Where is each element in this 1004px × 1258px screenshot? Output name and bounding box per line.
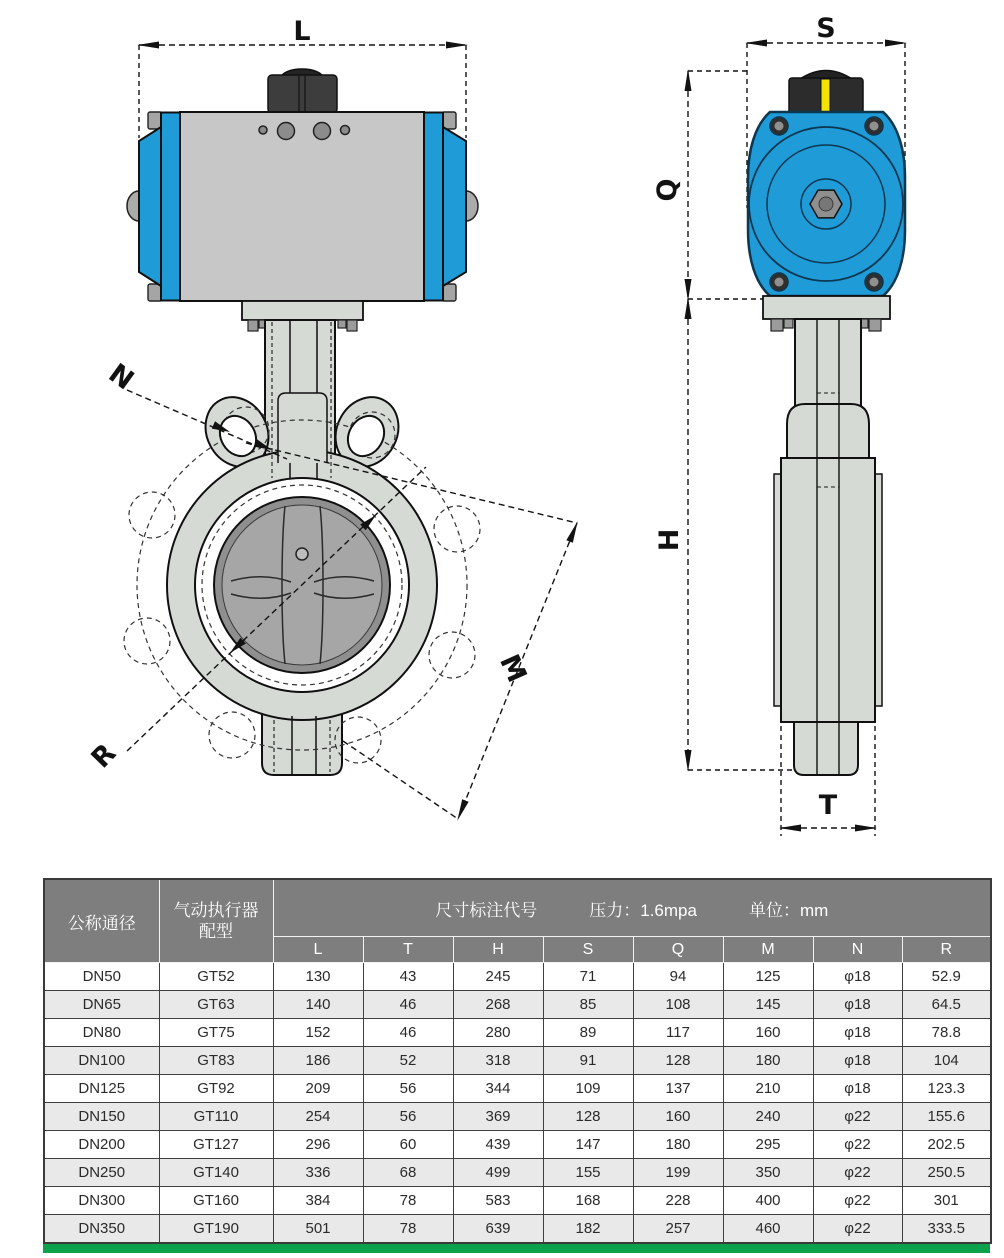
- col-header-actuator-model: [159, 879, 273, 963]
- position-indicator-stripe: [821, 79, 830, 113]
- dim-value-cell: 89: [543, 1019, 633, 1047]
- dim-value-cell: 400: [723, 1187, 813, 1215]
- dim-value-cell: 639: [453, 1215, 543, 1244]
- dim-value-cell: φ22: [813, 1131, 902, 1159]
- dim-value-cell: 109: [543, 1075, 633, 1103]
- actuator-model-cell: GT52: [159, 963, 273, 991]
- table-row: [44, 1187, 991, 1215]
- dim-value-cell: 46: [363, 1019, 453, 1047]
- dim-col-header-M: M: [723, 937, 813, 963]
- dim-value-cell: 180: [723, 1047, 813, 1075]
- dim-value-cell: 128: [633, 1047, 723, 1075]
- dim-value-cell: 94: [633, 963, 723, 991]
- table-row: [44, 1131, 991, 1159]
- dim-value-cell: 68: [363, 1159, 453, 1187]
- table-row: [44, 991, 991, 1019]
- dim-value-cell: 210: [723, 1075, 813, 1103]
- dim-value-cell: 209: [273, 1075, 363, 1103]
- dim-value-cell: 240: [723, 1103, 813, 1131]
- dim-value-cell: 130: [273, 963, 363, 991]
- dim-value-cell: 78: [363, 1187, 453, 1215]
- dim-col-header-R: R: [902, 937, 991, 963]
- dim-value-cell: 52: [363, 1047, 453, 1075]
- actuator-model-cell: GT83: [159, 1047, 273, 1075]
- dim-value-cell: 257: [633, 1215, 723, 1244]
- dim-value-cell: 301: [902, 1187, 991, 1215]
- dim-value-cell: φ18: [813, 963, 902, 991]
- dim-value-cell: 56: [363, 1075, 453, 1103]
- dim-value-cell: 583: [453, 1187, 543, 1215]
- side-view: [652, 13, 905, 836]
- spec-table-section: [43, 878, 990, 1253]
- dim-value-cell: φ22: [813, 1187, 902, 1215]
- dim-label-S: S: [816, 13, 836, 44]
- dim-value-cell: 108: [633, 991, 723, 1019]
- dim-value-cell: 499: [453, 1159, 543, 1187]
- dim-value-cell: 78: [363, 1215, 453, 1244]
- dim-value-cell: 280: [453, 1019, 543, 1047]
- table-header-row-1: [44, 879, 991, 937]
- dim-value-cell: 384: [273, 1187, 363, 1215]
- dim-value-cell: 333.5: [902, 1215, 991, 1244]
- dim-value-cell: 64.5: [902, 991, 991, 1019]
- dim-label-T: T: [818, 790, 838, 821]
- dim-value-cell: 250.5: [902, 1159, 991, 1187]
- actuator-model-cell: GT140: [159, 1159, 273, 1187]
- dim-label-H: H: [654, 528, 685, 552]
- actuator-model-cell: GT160: [159, 1187, 273, 1215]
- dim-value-cell: 160: [723, 1019, 813, 1047]
- dn-cell: DN50: [44, 963, 159, 991]
- dim-value-cell: 336: [273, 1159, 363, 1187]
- dim-value-cell: 117: [633, 1019, 723, 1047]
- actuator-header-line2: 配型: [199, 922, 233, 941]
- dim-code-label: 尺寸标注代号: [435, 900, 538, 920]
- dim-value-cell: φ18: [813, 1075, 902, 1103]
- dim-value-cell: 501: [273, 1215, 363, 1244]
- dim-value-cell: 160: [633, 1103, 723, 1131]
- dimension-N: [103, 358, 287, 459]
- top-knob-side: [789, 71, 863, 115]
- actuator-end-cap-left: [139, 113, 180, 301]
- stem: [795, 319, 861, 407]
- dim-value-cell: 52.9: [902, 963, 991, 991]
- dim-col-header-T: T: [363, 937, 453, 963]
- dim-value-cell: 460: [723, 1215, 813, 1244]
- dim-value-cell: 71: [543, 963, 633, 991]
- dn-cell: DN300: [44, 1187, 159, 1215]
- dim-label-L: L: [293, 16, 311, 47]
- dn-cell: DN65: [44, 991, 159, 1019]
- table-row: [44, 963, 991, 991]
- dim-value-cell: 125: [723, 963, 813, 991]
- table-row: [44, 1075, 991, 1103]
- body-face-to-face: [781, 458, 875, 722]
- dn-cell: DN80: [44, 1019, 159, 1047]
- dim-value-cell: 439: [453, 1131, 543, 1159]
- dn-cell: DN100: [44, 1047, 159, 1075]
- valve-body-side: [763, 296, 890, 775]
- dim-value-cell: 78.8: [902, 1019, 991, 1047]
- dn-cell: DN150: [44, 1103, 159, 1131]
- actuator-model-cell: GT92: [159, 1075, 273, 1103]
- dim-value-cell: 155: [543, 1159, 633, 1187]
- actuator-model-cell: GT190: [159, 1215, 273, 1244]
- dim-label-M: M: [493, 649, 533, 688]
- col-header-nominal-diameter: 公称通径: [44, 879, 159, 963]
- dim-value-cell: φ22: [813, 1159, 902, 1187]
- mounting-bracket-side: [763, 296, 890, 319]
- dn-cell: DN200: [44, 1131, 159, 1159]
- actuator-end-cap-right: [424, 113, 466, 301]
- unit-label: 单位：mm: [748, 900, 829, 920]
- dim-value-cell: 268: [453, 991, 543, 1019]
- dim-value-cell: 369: [453, 1103, 543, 1131]
- dim-value-cell: φ18: [813, 1047, 902, 1075]
- dim-value-cell: 60: [363, 1131, 453, 1159]
- dim-col-header-H: H: [453, 937, 543, 963]
- dn-cell: DN125: [44, 1075, 159, 1103]
- dim-value-cell: 137: [633, 1075, 723, 1103]
- dim-value-cell: φ18: [813, 991, 902, 1019]
- dim-value-cell: 295: [723, 1131, 813, 1159]
- dim-value-cell: 168: [543, 1187, 633, 1215]
- dim-label-N: N: [102, 357, 140, 397]
- actuator-model-cell: GT75: [159, 1019, 273, 1047]
- dn-cell: DN350: [44, 1215, 159, 1244]
- dim-value-cell: 123.3: [902, 1075, 991, 1103]
- pneumatic-actuator-side: [748, 112, 905, 296]
- col-header-merged: [273, 879, 991, 937]
- actuator-model-cell: GT63: [159, 991, 273, 1019]
- dim-value-cell: 46: [363, 991, 453, 1019]
- dim-value-cell: 145: [723, 991, 813, 1019]
- dim-value-cell: 245: [453, 963, 543, 991]
- dim-value-cell: 43: [363, 963, 453, 991]
- dim-label-Q: Q: [652, 178, 683, 202]
- dim-col-header-N: N: [813, 937, 902, 963]
- dim-value-cell: 318: [453, 1047, 543, 1075]
- table-row: [44, 1047, 991, 1075]
- spec-table: [43, 878, 992, 1244]
- table-row: [44, 1159, 991, 1187]
- dim-value-cell: 140: [273, 991, 363, 1019]
- table-row: [44, 1103, 991, 1131]
- actuator-body: [180, 112, 424, 301]
- bottom-boss-side: [794, 722, 858, 775]
- dim-value-cell: 147: [543, 1131, 633, 1159]
- dim-value-cell: 182: [543, 1215, 633, 1244]
- front-view: [86, 16, 577, 819]
- pressure-label: 压力：1.6mpa: [589, 900, 697, 920]
- dim-value-cell: 180: [633, 1131, 723, 1159]
- dim-value-cell: 296: [273, 1131, 363, 1159]
- dim-value-cell: 152: [273, 1019, 363, 1047]
- dim-value-cell: 186: [273, 1047, 363, 1075]
- dim-value-cell: 344: [453, 1075, 543, 1103]
- dim-value-cell: 350: [723, 1159, 813, 1187]
- dim-value-cell: 104: [902, 1047, 991, 1075]
- dim-value-cell: 254: [273, 1103, 363, 1131]
- dim-value-cell: φ18: [813, 1019, 902, 1047]
- dim-value-cell: 199: [633, 1159, 723, 1187]
- dim-value-cell: 228: [633, 1187, 723, 1215]
- dim-value-cell: 56: [363, 1103, 453, 1131]
- table-row: [44, 1215, 991, 1244]
- green-accent-bar: [43, 1244, 990, 1253]
- dim-col-header-Q: Q: [633, 937, 723, 963]
- actuator-model-cell: GT127: [159, 1131, 273, 1159]
- disc-center-hole: [296, 548, 308, 560]
- dim-value-cell: 91: [543, 1047, 633, 1075]
- actuator-header-line1: 气动执行器: [173, 900, 259, 920]
- dim-value-cell: 85: [543, 991, 633, 1019]
- dim-value-cell: 155.6: [902, 1103, 991, 1131]
- dim-col-header-S: S: [543, 937, 633, 963]
- top-knob: [268, 75, 337, 113]
- table-row: [44, 1019, 991, 1047]
- valve-body-front: [124, 320, 480, 775]
- actuator-model-cell: GT110: [159, 1103, 273, 1131]
- dim-label-R: R: [85, 737, 123, 775]
- pneumatic-actuator-front: [127, 69, 478, 301]
- dim-value-cell: φ22: [813, 1215, 902, 1244]
- dim-value-cell: 202.5: [902, 1131, 991, 1159]
- dim-value-cell: 128: [543, 1103, 633, 1131]
- dim-col-header-L: L: [273, 937, 363, 963]
- dn-cell: DN250: [44, 1159, 159, 1187]
- dim-value-cell: φ22: [813, 1103, 902, 1131]
